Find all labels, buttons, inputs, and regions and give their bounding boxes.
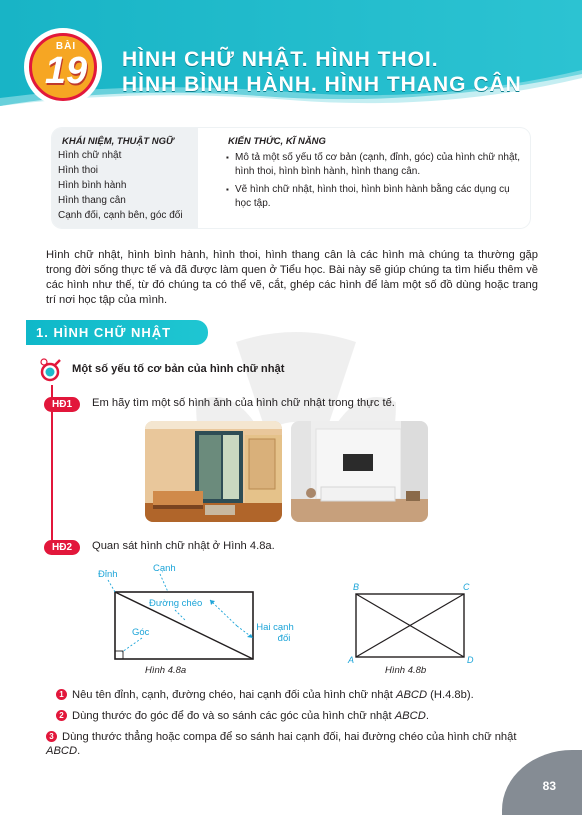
point-a: A (348, 655, 355, 665)
label-opposite-sides (250, 622, 300, 644)
question-italic: ABCD (394, 710, 426, 722)
skills-heading: KIẾN THỨC, KĨ NĂNG (228, 136, 326, 147)
label-vertex: Đỉnh (98, 569, 118, 580)
figure-b-caption: Hình 4.8b (385, 665, 427, 676)
hd2-tag: HĐ2 (44, 540, 80, 555)
concepts-heading: KHÁI NIỆM, THUẬT NGỮ (62, 136, 174, 147)
concept-item: Hình bình hành (58, 180, 127, 191)
question-text-end: (H.4.8b). (427, 689, 474, 701)
question-text: Nêu tên đỉnh, cạnh, đường chéo, hai cạnh đối của hình chữ nhật (72, 689, 396, 701)
concept-item: Hình thang cân (58, 195, 126, 206)
subsection-title: Một số yếu tố cơ bản của hình chữ nhật (72, 363, 285, 375)
photo-living-room (291, 421, 428, 522)
section-title: 1. HÌNH CHỮ NHẬT (36, 325, 172, 340)
question-3 (46, 730, 540, 758)
page-title (122, 47, 522, 97)
hd2-text: Quan sát hình chữ nhật ở Hình 4.8a. (92, 540, 275, 552)
title-line-1: HÌNH CHỮ NHẬT. HÌNH THOI. (122, 48, 439, 71)
question-italic: ABCD (46, 745, 78, 757)
label-angle: Góc (132, 627, 150, 638)
badge-label: BÀI (55, 41, 77, 52)
point-c: C (463, 582, 470, 592)
point-d: D (467, 655, 474, 665)
label-opposite-line2: đối (277, 633, 291, 644)
question-text-end: . (425, 710, 429, 722)
page-number: 83 (542, 779, 556, 793)
label-diagonal: Đường chéo (149, 598, 203, 609)
figure-4-8a (90, 560, 310, 670)
lesson-header (0, 0, 582, 110)
question-number: 2 (56, 710, 67, 721)
concept-item: Cạnh đối, cạnh bên, góc đối (58, 210, 183, 221)
concepts-list (58, 148, 183, 223)
question-italic: ABCD (395, 689, 428, 701)
question-1 (56, 688, 546, 702)
question-number: 1 (56, 689, 67, 700)
intro-paragraph: Hình chữ nhật, hình bình hành, hình thoi, hình thang cân là các hình mà chúng ta thường gặp trong đời sống thực tế và đã được làm quen ở Tiểu học. Bài này sẽ giúp chúng ta tìm hiểu thêm về các hình như thế, từ đó chúng ta có thể vẽ, cắt, ghép các hình để làm một số đồ dùng hoặc trang trí nơi học tập của mình. (46, 249, 538, 306)
question-text: Dùng thước thẳng hoặc compa để so sánh hai cạnh đối, hai đường chéo của hình chữ nhật (62, 731, 517, 743)
skill-item: ▪ Mô tả một số yếu tố cơ bản (cạnh, đỉnh, góc) của hình chữ nhật, hình thoi, hình bình hành, hình thang cân. (226, 151, 524, 179)
question-2 (56, 709, 546, 723)
photo-doorway (145, 421, 282, 522)
figure-4-8b (350, 590, 470, 660)
point-b: B (353, 582, 360, 592)
lesson-badge (24, 28, 102, 106)
label-opposite-line1: Hai cạnh (256, 622, 294, 633)
skill-item: ▪ Vẽ hình chữ nhật, hình thoi, hình bình hành bằng các dụng cụ học tập. (226, 183, 524, 211)
question-number: 3 (46, 731, 57, 742)
concept-item: Hình chữ nhật (58, 150, 122, 161)
title-line-2: HÌNH BÌNH HÀNH. HÌNH THANG CÂN (122, 73, 522, 96)
hd1-tag: HĐ1 (44, 397, 80, 412)
label-side: Cạnh (153, 563, 176, 574)
question-text-end: . (77, 745, 81, 757)
concept-item: Hình thoi (58, 165, 99, 176)
hd1-text: Em hãy tìm một số hình ảnh của hình chữ nhật trong thực tế. (92, 397, 395, 409)
question-text: Dùng thước đo góc để đo và so sánh các góc của hình chữ nhật (72, 710, 395, 722)
badge-number: 19 (44, 50, 88, 92)
skills-list (226, 151, 524, 215)
magnifier-icon (40, 358, 64, 384)
figure-a-caption: Hình 4.8a (145, 665, 187, 676)
